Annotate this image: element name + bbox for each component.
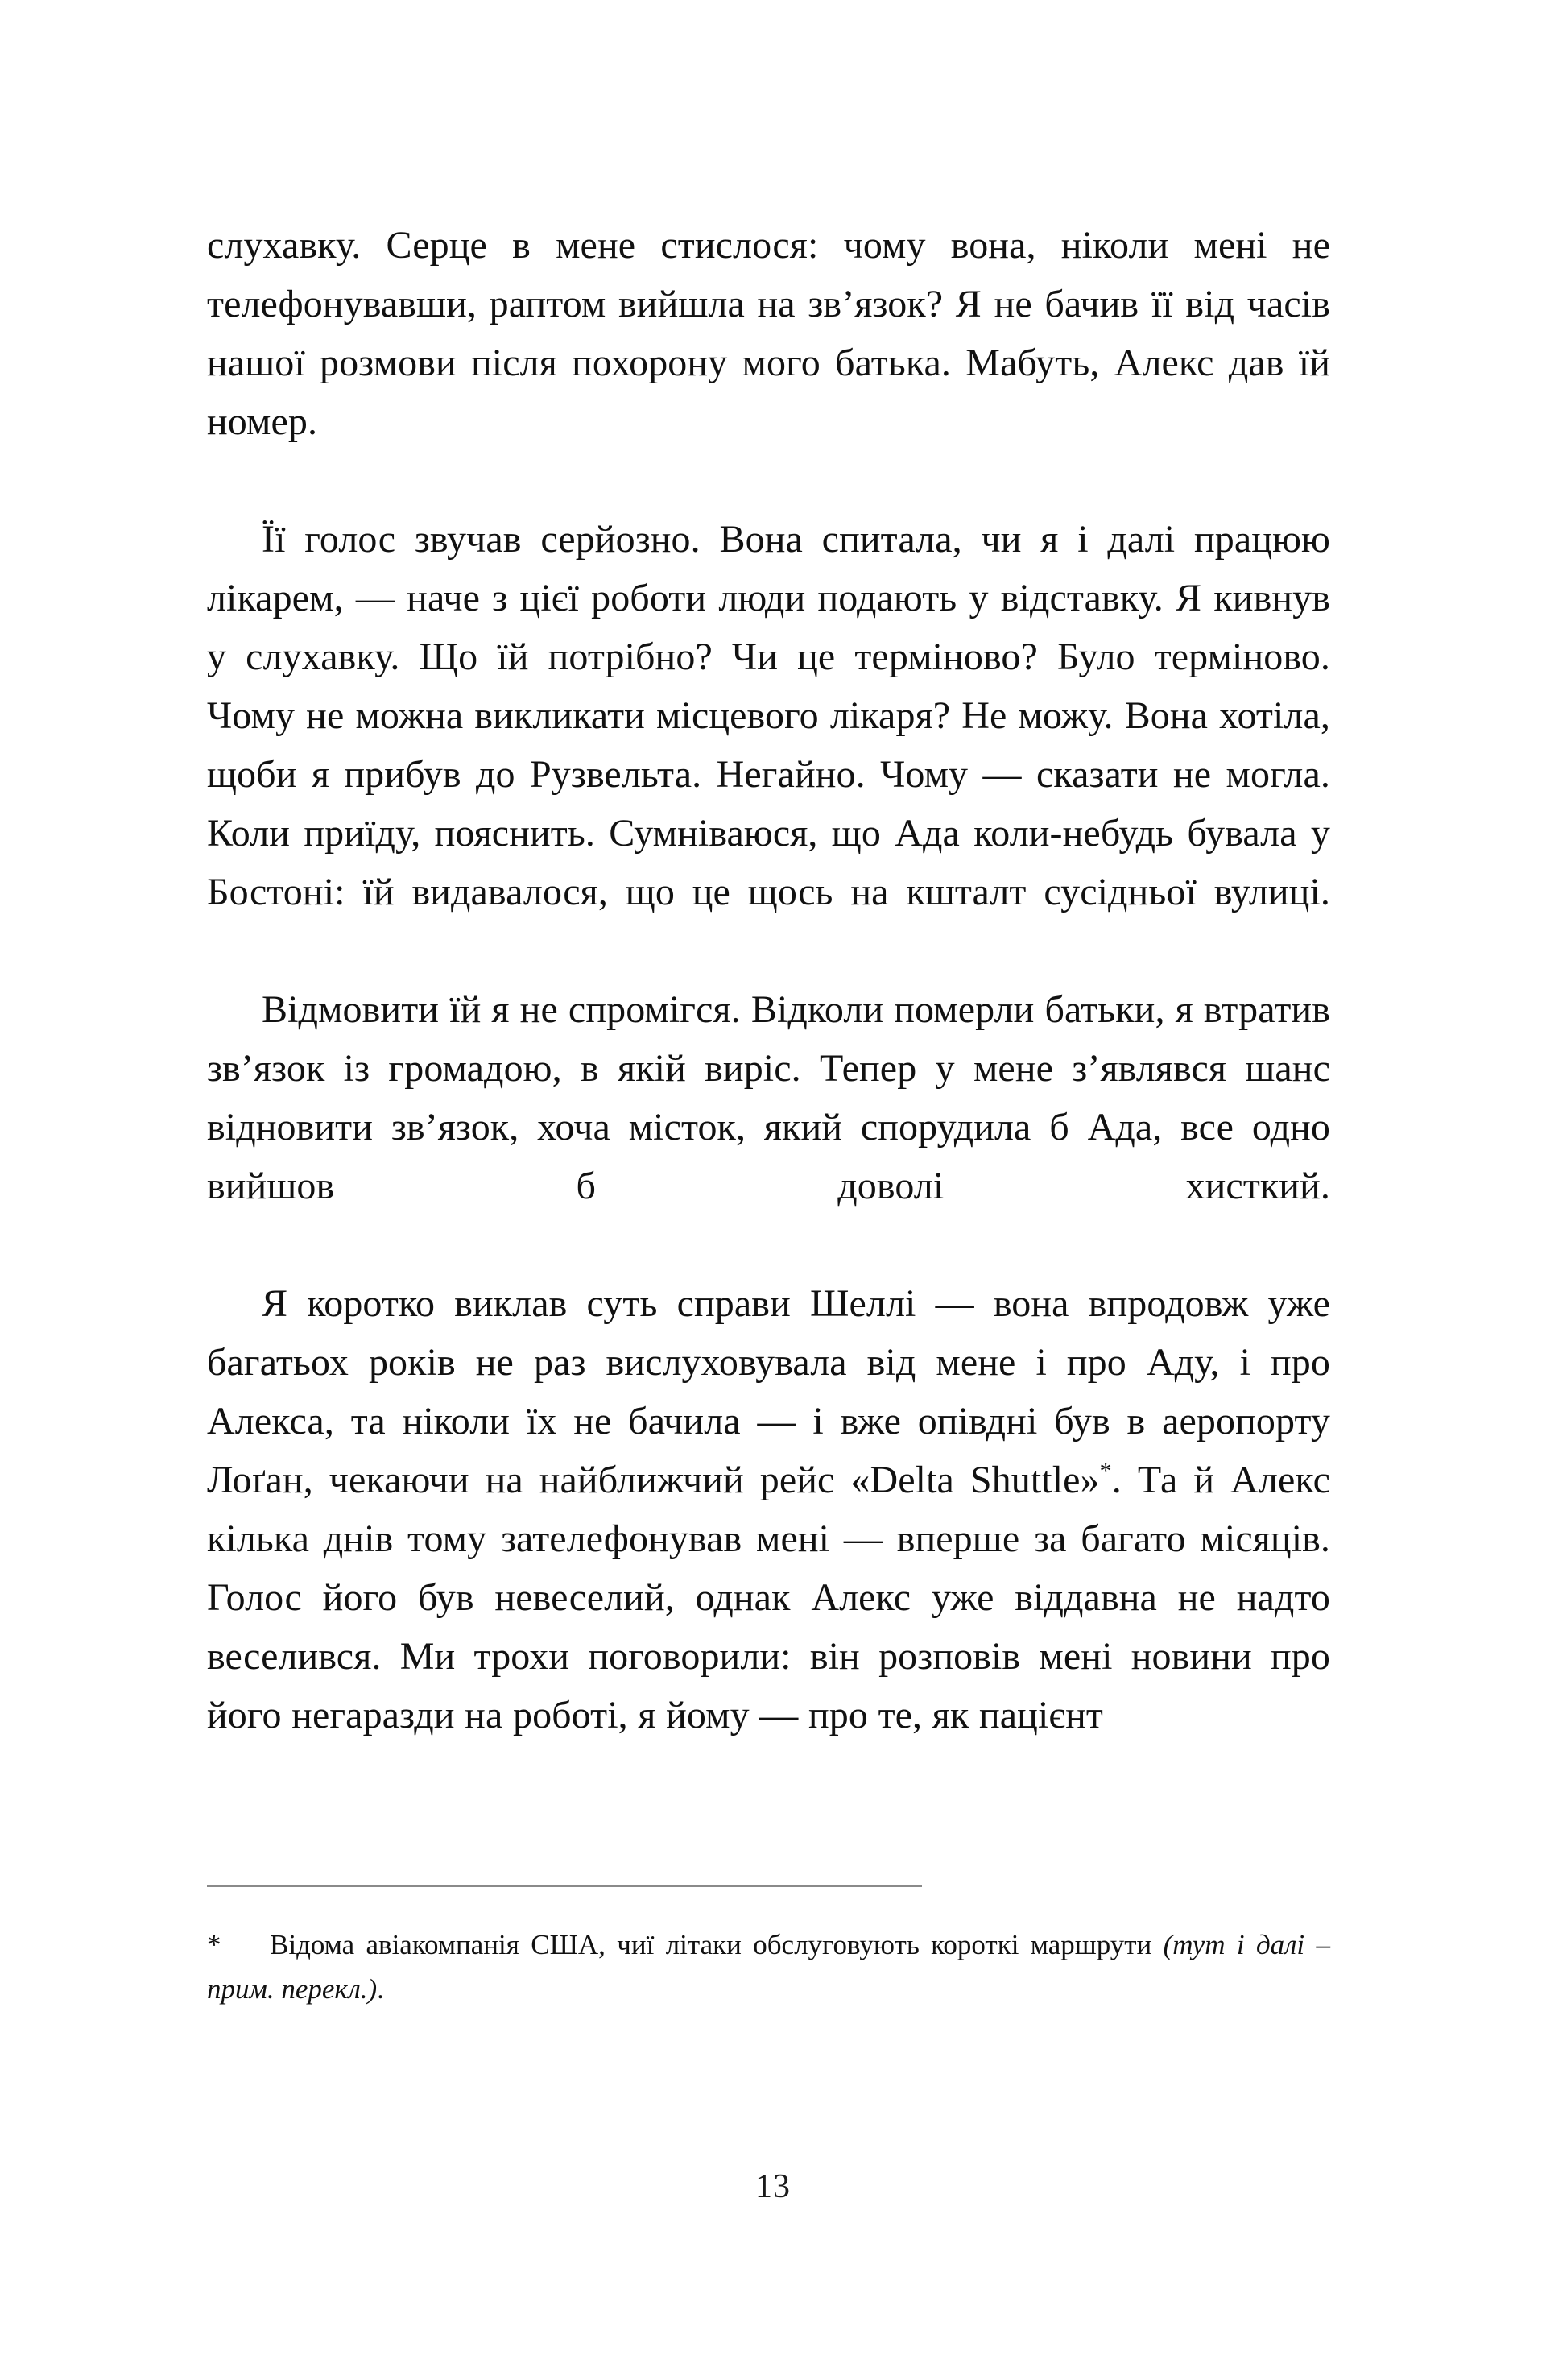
paragraph-4-text-after-footnote-ref: . Та й Алекс кілька днів тому зателефонував мені — вперше за багато місяців. Голос його був невеселий, однак Алекс уже віддавна не надто веселився. Ми трохи поговорили: він розповів мені новини про його негаразди на роботі, я йому — про те, як пацієнт [207,1459,1330,1736]
footnote-area [207,1885,1330,2011]
body-paragraph-2: Її голос звучав серйозно. Вона спитала, чи я і далі працюю лікарем, — наче з цієї роботи люди подають у відставку. Я кивнув у слухавку. Що їй потрібно? Чи це терміново? Було терміново. Чому не можна викликати місцевого лікаря? Не можу. Вона хотіла, щоби я прибув до Рузвельта. Негайно. Чому — сказати не могла. Коли приїду, пояснить. Сумніваюся, що Ада коли-небудь бувала у Бостоні: їй видавалося, що це щось на кшталт сусідньої вулиці. [207,518,1330,913]
page-number: 13 [755,2168,791,2205]
footnote-separator-rule [207,1885,922,1887]
footnote-italic-note: (тут і далі – прим. перекл.) [207,1929,1330,2005]
body-text-column [207,216,1330,1745]
footnote-reference-marker[interactable]: * [1099,1458,1112,1484]
footnote-terminal-punctuation: . [377,1973,384,2005]
body-paragraph-1: слухавку. Серце в мене стислося: чому вона, ніколи мені не телефонувавши, раптом вийшла на зв’язок? Я не бачив її від часів нашої розмови після похорону мого батька. Мабуть, Алекс дав їй номер. [207,224,1330,443]
footnote-marker: * [207,1929,221,1960]
footnote-roman-text: Відома авіакомпанія США, чиї літаки обслуговують короткі маршрути [270,1929,1164,1960]
body-paragraph-3: Відмовити їй я не спромігся. Відколи померли батьки, я втратив зв’язок із громадою, в якій виріс. Тепер у мене з’являвся шанс відновити зв’язок, хоча місток, який спорудила б Ада, все одно вийшов б доволі хисткий. [207,988,1330,1207]
footnote-entry [207,1923,1330,2011]
paragraph-4-text-before-footnote-ref: Я коротко виклав суть справи Шеллі — вона впродовж уже багатьох років не раз вислуховувала від мене і про Аду, і про Алекса, та ніколи їх не бачила — і вже опівдні був в аеропорту Лоґан, чекаючи на найближчий рейс «Delta Shuttle» [207,1282,1330,1501]
body-paragraph-4 [207,1274,1330,1745]
